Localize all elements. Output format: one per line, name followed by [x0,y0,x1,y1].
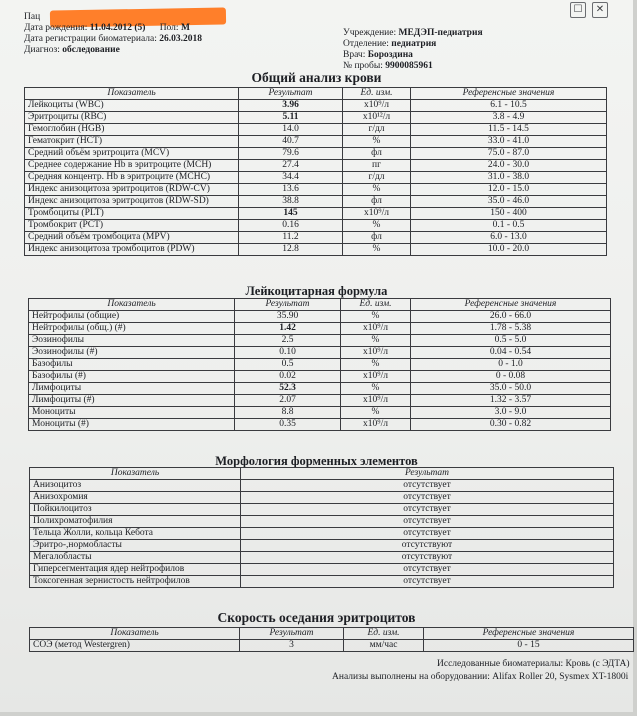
morph-result-cell: отсутствует [241,576,614,588]
leuko-row [29,419,611,431]
morph-header-indicator: Показатель [30,468,241,480]
esr-section-title: Скорость оседания эритроцитов [217,610,416,625]
cbc-unit-cell: x10¹²/л [343,112,411,124]
sample-number-label: № пробы: [343,61,383,71]
cbc-row [25,148,607,160]
cbc-unit-cell: x10⁹/л [343,208,411,220]
leuko-name-cell: Лимфоциты (#) [29,395,235,407]
morph-name-cell: Анизохромия [30,492,241,504]
cbc-reference-cell: 12.0 - 15.0 [411,184,607,196]
leuko-result-cell: 0.5 [235,359,341,371]
leuko-row [29,371,611,383]
leuko-reference-cell: 0 - 0.08 [411,371,611,383]
cbc-unit-cell: % [343,244,411,256]
leuko-row [29,335,611,347]
diagnosis-value: обследование [62,45,120,55]
cbc-result-cell: 11.2 [239,232,343,244]
leuko-result-cell: 0.10 [235,347,341,359]
cbc-reference-cell: 6.0 - 13.0 [411,232,607,244]
cbc-unit-cell: фл [343,232,411,244]
cbc-row [25,232,607,244]
leuko-row [29,311,611,323]
leuko-reference-cell: 3.0 - 9.0 [411,407,611,419]
equipment-note: Анализы выполнены на оборудовании: Alifax Roller 20, Sysmex XT-1800i [332,672,629,682]
cbc-result-cell: 5.11 [239,112,343,124]
leuko-header-reference: Референсные значения [411,299,611,311]
leuko-row [29,395,611,407]
leukocyte-section-title: Лейкоцитарная формула [245,284,388,298]
esr-header-reference: Референсные значения [424,628,634,640]
cbc-table [24,87,607,256]
cbc-name-cell: Гематокрит (HCT) [25,136,239,148]
cbc-row [25,124,607,136]
morph-name-cell: Пойкилоцитоз [30,504,241,516]
leuko-name-cell: Нейтрофилы (общие) [29,311,235,323]
cbc-name-cell: Индекс анизоцитоза эритроцитов (RDW-CV) [25,184,239,196]
diagnosis-label: Диагноз: [24,45,60,55]
cbc-name-cell: Тромбоциты (PLT) [25,208,239,220]
doctor-label: Врач: [343,50,366,60]
morph-row [30,552,614,564]
leuko-row [29,359,611,371]
leuko-unit-cell: % [341,311,411,323]
morph-name-cell: Мегалобласты [30,552,241,564]
morph-row [30,504,614,516]
morph-row [30,564,614,576]
leuko-result-cell: 0.02 [235,371,341,383]
leuko-result-cell: 8.8 [235,407,341,419]
morph-row [30,576,614,588]
leuko-name-cell: Эозинофилы (#) [29,347,235,359]
morph-row [30,540,614,552]
leuko-result-cell: 1.42 [235,323,341,335]
cbc-reference-cell: 6.1 - 10.5 [411,100,607,112]
cbc-name-cell: Средний объём тромбоцита (MPV) [25,232,239,244]
leuko-unit-cell: x10⁹/л [341,395,411,407]
cbc-name-cell: Индекс анизоцитоза тромбоцитов (PDW) [25,244,239,256]
cbc-unit-cell: x10⁹/л [343,100,411,112]
cbc-result-cell: 79.6 [239,148,343,160]
institution-value: МЕДЭП-педиатрия [398,28,483,38]
leuko-reference-cell: 0.5 - 5.0 [411,335,611,347]
sex-value: М [180,23,190,33]
cbc-header-reference: Референсные значения [411,88,607,100]
leukocyte-table [28,298,611,431]
cbc-name-cell: Среднее содержание Hb в эритроците (MCH) [25,160,239,172]
leuko-row [29,347,611,359]
cbc-unit-cell: г/дл [343,124,411,136]
biomaterial-note: Исследованные биоматериалы: Кровь (с ЭДТА) [437,659,630,669]
leuko-name-cell: Моноциты [29,407,235,419]
leuko-reference-cell: 1.78 - 5.38 [411,323,611,335]
morph-row [30,516,614,528]
cbc-unit-cell: % [343,184,411,196]
leuko-unit-cell: x10⁹/л [341,347,411,359]
esr-reference-cell: 0 - 15 [424,640,634,652]
cbc-header-unit: Ед. изм. [343,88,411,100]
leuko-header-result: Результат [235,299,341,311]
leuko-unit-cell: x10⁹/л [341,323,411,335]
cbc-row [25,208,607,220]
cbc-row [25,172,607,184]
cbc-name-cell: Тромбокрит (PCT) [25,220,239,232]
morph-result-cell: отсутствуют [241,540,614,552]
leuko-header-indicator: Показатель [29,299,235,311]
department-label: Отделение: [343,39,389,49]
cbc-result-cell: 145 [239,208,343,220]
leuko-row [29,383,611,395]
sample-number-value: 9900085961 [385,61,433,71]
cbc-reference-cell: 11.5 - 14.5 [411,124,607,136]
morph-name-cell: Эритро-,нормобласты [30,540,241,552]
cbc-unit-cell: фл [343,148,411,160]
morph-result-cell: отсутствует [241,516,614,528]
morph-result-cell: отсутствует [241,504,614,516]
cbc-reference-cell: 150 - 400 [411,208,607,220]
leuko-unit-cell: % [341,383,411,395]
leuko-unit-cell: % [341,335,411,347]
esr-header-result: Результат [240,628,344,640]
esr-name-cell: СОЭ (метод Westergren) [30,640,240,652]
cbc-reference-cell: 10.0 - 20.0 [411,244,607,256]
morphology-section-title: Морфология форменных элементов [215,454,418,468]
cbc-result-cell: 0.16 [239,220,343,232]
leuko-result-cell: 2.5 [235,335,341,347]
cbc-row [25,100,607,112]
cbc-result-cell: 27.4 [239,160,343,172]
leuko-unit-cell: x10⁹/л [341,419,411,431]
leuko-name-cell: Лимфоциты [29,383,235,395]
morph-result-cell: отсутствует [241,528,614,540]
esr-header-indicator: Показатель [30,628,240,640]
cbc-name-cell: Средняя концентр. Hb в эритроците (MCHC) [25,172,239,184]
esr-unit-cell: мм/час [344,640,424,652]
esr-row [30,640,634,652]
leuko-reference-cell: 35.0 - 50.0 [411,383,611,395]
cbc-section-title: Общий анализ крови [251,70,382,85]
leuko-result-cell: 52.3 [235,383,341,395]
leuko-result-cell: 0.35 [235,419,341,431]
leuko-result-cell: 35.90 [235,311,341,323]
leuko-unit-cell: % [341,407,411,419]
morph-row [30,528,614,540]
leuko-reference-cell: 0 - 1.0 [411,359,611,371]
morph-result-cell: отсутствует [241,564,614,576]
cbc-name-cell: Лейкоциты (WBC) [25,100,239,112]
institution-info [343,28,483,72]
leuko-unit-cell: % [341,359,411,371]
cbc-reference-cell: 31.0 - 38.0 [411,172,607,184]
close-icon: ✕ [592,2,608,18]
morph-row [30,492,614,504]
leuko-unit-cell: x10⁹/л [341,371,411,383]
checkbox-icon: ☐ [570,2,586,18]
cbc-row [25,196,607,208]
morph-result-cell: отсутствует [241,480,614,492]
cbc-result-cell: 38.8 [239,196,343,208]
cbc-reference-cell: 33.0 - 41.0 [411,136,607,148]
morph-result-cell: отсутствуют [241,552,614,564]
morph-name-cell: Токсогенная зернистость нейтрофилов [30,576,241,588]
cbc-name-cell: Гемоглобин (HGB) [25,124,239,136]
leuko-reference-cell: 0.04 - 0.54 [411,347,611,359]
institution-label: Учреждение: [343,28,397,38]
cbc-reference-cell: 24.0 - 30.0 [411,160,607,172]
leuko-name-cell: Моноциты (#) [29,419,235,431]
cbc-reference-cell: 3.8 - 4.9 [411,112,607,124]
cbc-row [25,184,607,196]
cbc-unit-cell: % [343,136,411,148]
morphology-table [29,467,614,588]
leuko-name-cell: Нейтрофилы (общ.) (#) [29,323,235,335]
cbc-result-cell: 12.8 [239,244,343,256]
registration-date-label: Дата регистрации биоматериала: [24,34,157,44]
morph-name-cell: Полихроматофилия [30,516,241,528]
leuko-result-cell: 2.07 [235,395,341,407]
morph-name-cell: Тельца Жолли, кольца Кебота [30,528,241,540]
leuko-row [29,323,611,335]
cbc-result-cell: 40.7 [239,136,343,148]
morph-row [30,480,614,492]
birth-date-value: 11.04.2012 (5) [89,23,146,33]
cbc-reference-cell: 0.1 - 0.5 [411,220,607,232]
cbc-header-result: Результат [239,88,343,100]
esr-header-unit: Ед. изм. [344,628,424,640]
cbc-result-cell: 14.0 [239,124,343,136]
esr-table [29,627,634,652]
department-value: педиатрия [391,39,437,49]
leuko-reference-cell: 0.30 - 0.82 [411,419,611,431]
morph-name-cell: Анизоцитоз [30,480,241,492]
cbc-unit-cell: фл [343,196,411,208]
leuko-name-cell: Базофилы (#) [29,371,235,383]
birth-date-label: Дата рождения: [24,23,88,33]
leuko-name-cell: Базофилы [29,359,235,371]
cbc-result-cell: 13.6 [239,184,343,196]
cbc-row [25,220,607,232]
cbc-reference-cell: 35.0 - 46.0 [411,196,607,208]
cbc-name-cell: Средний объём эритроцита (MCV) [25,148,239,160]
cbc-unit-cell: % [343,220,411,232]
leuko-name-cell: Эозинофилы [29,335,235,347]
patient-info [24,12,202,56]
patient-label: Пац [24,12,41,22]
leuko-header-unit: Ед. изм. [341,299,411,311]
leuko-row [29,407,611,419]
cbc-reference-cell: 75.0 - 87.0 [411,148,607,160]
cbc-row [25,136,607,148]
morph-name-cell: Гиперсегментация ядер нейтрофилов [30,564,241,576]
morph-result-cell: отсутствует [241,492,614,504]
cbc-row [25,112,607,124]
esr-result-cell: 3 [240,640,344,652]
cbc-result-cell: 3.96 [239,100,343,112]
cbc-row [25,244,607,256]
leuko-reference-cell: 26.0 - 66.0 [411,311,611,323]
morph-header-result: Результат [241,468,614,480]
cbc-unit-cell: г/дл [343,172,411,184]
registration-date-value: 26.03.2018 [159,34,202,44]
cbc-result-cell: 34.4 [239,172,343,184]
cbc-unit-cell: пг [343,160,411,172]
cbc-row [25,160,607,172]
cbc-name-cell: Эритроциты (RBC) [25,112,239,124]
leuko-reference-cell: 1.32 - 3.57 [411,395,611,407]
cbc-header-indicator: Показатель [25,88,239,100]
sex-label: Пол: [159,23,179,33]
corner-icons [570,2,608,18]
cbc-name-cell: Индекс анизоцитоза эритроцитов (RDW-SD) [25,196,239,208]
doctor-value: Бороздина [367,50,413,60]
